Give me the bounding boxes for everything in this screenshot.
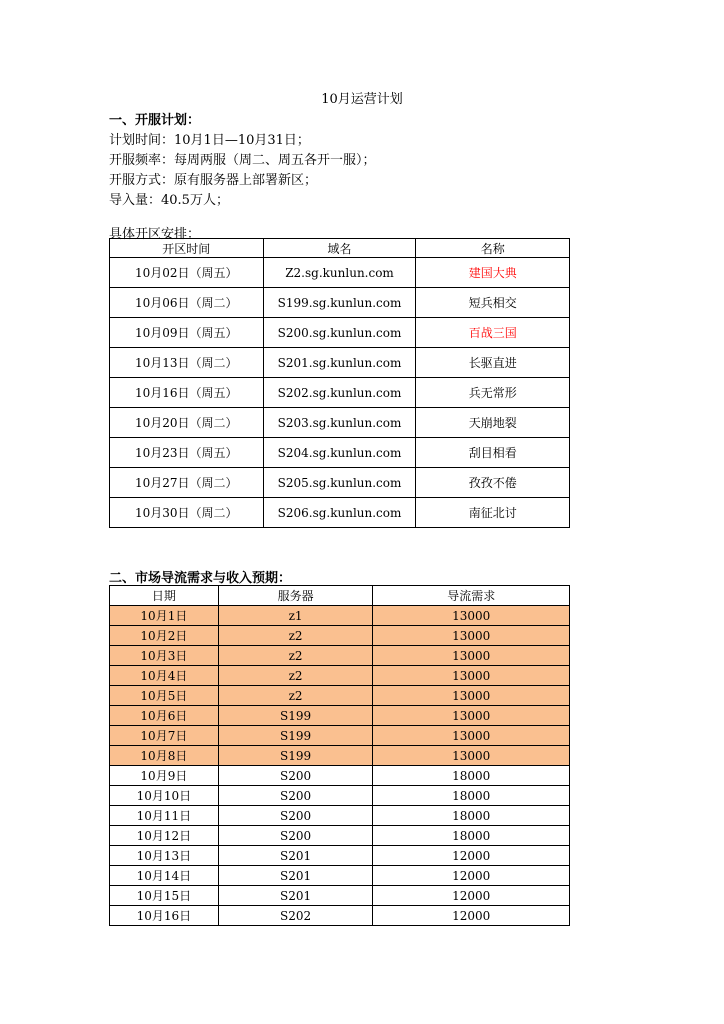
cell-server: S200 [218,766,373,786]
cell-domain: S203.sg.kunlun.com [263,408,416,438]
header-name: 名称 [416,239,570,258]
cell-date: 10月8日 [110,746,219,766]
cell-demand: 12000 [373,866,570,886]
cell-domain: Z2.sg.kunlun.com [263,258,416,288]
cell-server: z1 [218,606,373,626]
cell-domain: S201.sg.kunlun.com [263,348,416,378]
table-row [110,886,570,906]
cell-name: 短兵相交 [416,288,570,318]
cell-domain: S200.sg.kunlun.com [263,318,416,348]
cell-domain: S202.sg.kunlun.com [263,378,416,408]
cell-open-time: 10月09日（周五） [110,318,264,348]
traffic-demand-table [109,585,570,926]
cell-server: S199 [218,706,373,726]
cell-server: z2 [218,666,373,686]
table-row [110,498,570,528]
cell-name: 天崩地裂 [416,408,570,438]
table-header-row [110,586,570,606]
cell-date: 10月10日 [110,786,219,806]
cell-date: 10月2日 [110,626,219,646]
cell-date: 10月15日 [110,886,219,906]
cell-demand: 12000 [373,846,570,866]
cell-name: 建国大典 [416,258,570,288]
cell-open-time: 10月23日（周五） [110,438,264,468]
schedule-label: 具体开区安排： [109,227,201,242]
document-title: 10月运营计划 [321,92,403,107]
header-server: 服务器 [218,586,373,606]
section1-heading: 一、开服计划： [109,113,201,128]
cell-name: 长驱直进 [416,348,570,378]
table-row [110,258,570,288]
cell-demand: 18000 [373,766,570,786]
cell-demand: 13000 [373,666,570,686]
table-row [110,706,570,726]
cell-server: z2 [218,646,373,666]
cell-server: S202 [218,906,373,926]
cell-open-time: 10月06日（周二） [110,288,264,318]
table-row [110,288,570,318]
cell-date: 10月9日 [110,766,219,786]
cell-demand: 12000 [373,886,570,906]
table-row [110,606,570,626]
cell-demand: 13000 [373,686,570,706]
header-date: 日期 [110,586,219,606]
table-row [110,468,570,498]
cell-name: 孜孜不倦 [416,468,570,498]
table-row [110,626,570,646]
cell-open-time: 10月27日（周二） [110,468,264,498]
plan-time-text: 计划时间：10月1日—10月31日； [109,133,310,148]
cell-name: 南征北讨 [416,498,570,528]
cell-demand: 13000 [373,606,570,626]
table-row [110,686,570,706]
cell-demand: 13000 [373,746,570,766]
table-row [110,906,570,926]
table-row [110,408,570,438]
cell-server: S201 [218,846,373,866]
cell-server: S201 [218,886,373,906]
cell-name: 兵无常形 [416,378,570,408]
table-row [110,746,570,766]
section2-heading: 二、市场导流需求与收入预期： [109,571,292,586]
cell-demand: 12000 [373,906,570,926]
cell-open-time: 10月16日（周五） [110,378,264,408]
cell-demand: 13000 [373,726,570,746]
cell-name: 百战三国 [416,318,570,348]
cell-server: z2 [218,626,373,646]
cell-demand: 13000 [373,706,570,726]
cell-server: S200 [218,786,373,806]
cell-date: 10月7日 [110,726,219,746]
table-row [110,726,570,746]
table-row [110,666,570,686]
cell-demand: 18000 [373,786,570,806]
cell-demand: 18000 [373,806,570,826]
method-text: 开服方式：原有服务器上部署新区； [109,173,318,188]
table-row [110,786,570,806]
cell-date: 10月13日 [110,846,219,866]
cell-date: 10月14日 [110,866,219,886]
table-row [110,378,570,408]
table-row [110,318,570,348]
cell-name: 刮目相看 [416,438,570,468]
table-row [110,646,570,666]
frequency-text: 开服频率：每周两服（周二、周五各开一服）； [109,153,376,168]
cell-date: 10月4日 [110,666,219,686]
cell-open-time: 10月30日（周二） [110,498,264,528]
table-row [110,866,570,886]
header-demand: 导流需求 [373,586,570,606]
cell-date: 10月6日 [110,706,219,726]
cell-server: z2 [218,686,373,706]
cell-date: 10月11日 [110,806,219,826]
cell-demand: 13000 [373,626,570,646]
cell-demand: 13000 [373,646,570,666]
cell-domain: S205.sg.kunlun.com [263,468,416,498]
cell-demand: 18000 [373,826,570,846]
server-schedule-table [109,238,570,528]
cell-open-time: 10月02日（周五） [110,258,264,288]
table-row [110,438,570,468]
table-row [110,826,570,846]
table-row [110,348,570,378]
cell-open-time: 10月20日（周二） [110,408,264,438]
cell-date: 10月3日 [110,646,219,666]
cell-date: 10月12日 [110,826,219,846]
cell-domain: S199.sg.kunlun.com [263,288,416,318]
cell-domain: S204.sg.kunlun.com [263,438,416,468]
cell-open-time: 10月13日（周二） [110,348,264,378]
import-volume-text: 导入量：40.5万人； [109,193,229,208]
cell-date: 10月16日 [110,906,219,926]
cell-server: S199 [218,726,373,746]
cell-server: S200 [218,806,373,826]
header-open-time: 开区时间 [110,239,264,258]
table-row [110,806,570,826]
table-header-row [110,239,570,258]
cell-date: 10月5日 [110,686,219,706]
cell-date: 10月1日 [110,606,219,626]
table-row [110,766,570,786]
cell-server: S200 [218,826,373,846]
cell-server: S201 [218,866,373,886]
cell-server: S199 [218,746,373,766]
header-domain: 域名 [263,239,416,258]
cell-domain: S206.sg.kunlun.com [263,498,416,528]
table-row [110,846,570,866]
